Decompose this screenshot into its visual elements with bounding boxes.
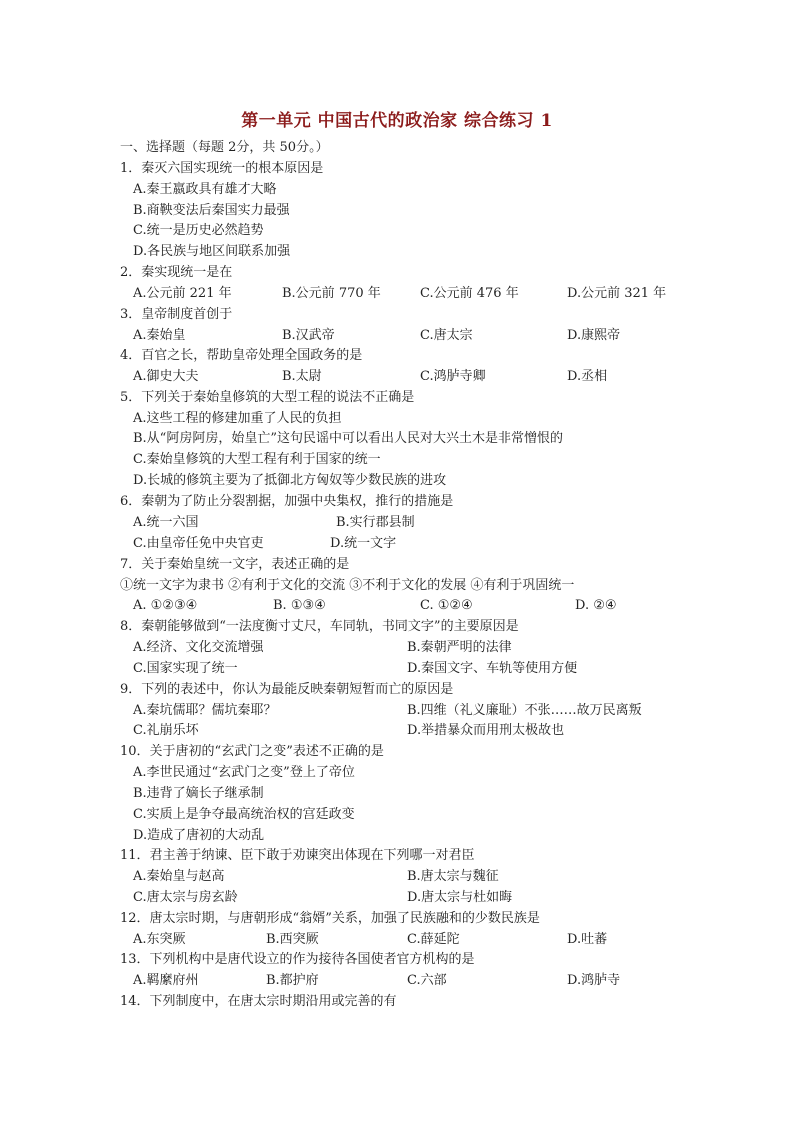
option-11d: D.唐太宗与杜如晦 (407, 890, 513, 905)
option-10c: C.实质上是争夺最高统治权的宫廷政变 (133, 807, 355, 822)
question-4: 4．百官之长，帮助皇帝处理全国政务的是 (120, 348, 363, 363)
option-5d: D.长城的修筑主要为了抵御北方匈奴等少数民族的进攻 (133, 473, 447, 488)
option-4c: C.鸿胪寺卿 (420, 369, 486, 384)
option-3c: C.唐太宗 (420, 328, 473, 343)
option-2c: C.公元前 476 年 (420, 286, 519, 301)
option-6b: B.实行郡县制 (336, 515, 415, 530)
option-4d: D.丞相 (567, 369, 608, 384)
option-11c: C.唐太宗与房玄龄 (133, 890, 238, 905)
option-8b: B.秦朝严明的法律 (407, 640, 512, 655)
option-11b: B.唐太宗与魏征 (407, 869, 499, 884)
option-12c: C.薛延陀 (407, 932, 460, 947)
option-12d: D.吐蕃 (567, 932, 608, 947)
option-8a: A.经济、文化交流增强 (133, 640, 264, 655)
question-8: 8．秦朝能够做到“一法度衡寸丈尺，车同轨，书同文字”的主要原因是 (120, 619, 519, 634)
option-2d: D.公元前 321 年 (567, 286, 667, 301)
question-11: 11．君主善于纳谏、臣下敢于劝谏突出体现在下列哪一对君臣 (120, 848, 475, 863)
option-9c: C.礼崩乐坏 (133, 723, 199, 738)
option-6a: A.统一六国 (133, 515, 199, 530)
question-7: 7．关于秦始皇统一文字，表述正确的是 (120, 557, 350, 572)
question-5: 5．下列关于秦始皇修筑的大型工程的说法不正确是 (120, 390, 415, 405)
option-12b: B.西突厥 (266, 932, 319, 947)
option-7d: D. ②④ (575, 598, 617, 613)
question-9: 9．下列的表述中，你认为最能反映秦朝短暂而亡的原因是 (120, 682, 454, 697)
question-2: 2．秦实现统一是在 (120, 265, 233, 280)
option-5b: B.从“阿房阿房，始皇亡”这句民谣中可以看出人民对大兴土木是非常憎恨的 (133, 431, 563, 446)
question-14: 14．下列制度中，在唐太宗时期沿用或完善的有 (120, 994, 397, 1009)
question-7-items: ①统一文字为隶书 ②有利于文化的交流 ③不利于文化的发展 ④有利于巩固统一 (120, 578, 575, 593)
option-3d: D.康熙帝 (567, 328, 621, 343)
option-4b: B.太尉 (282, 369, 322, 384)
question-3: 3．皇帝制度首创于 (120, 307, 233, 322)
option-13a: A.羁縻府州 (133, 973, 199, 988)
option-2b: B.公元前 770 年 (282, 286, 381, 301)
option-13b: B.都护府 (266, 973, 319, 988)
option-13d: D.鸿胪寺 (567, 973, 621, 988)
option-5c: C.秦始皇修筑的大型工程有利于国家的统一 (133, 452, 381, 467)
question-12: 12．唐太宗时期，与唐朝形成“翁婿”关系，加强了民族融和的少数民族是 (120, 911, 540, 926)
option-11a: A.秦始皇与赵高 (133, 869, 225, 884)
option-3b: B.汉武帝 (282, 328, 335, 343)
option-3a: A.秦始皇 (133, 328, 186, 343)
option-8d: D.秦国文字、车轨等使用方便 (407, 661, 578, 676)
option-5a: A.这些工程的修建加重了人民的负担 (133, 411, 342, 426)
option-1d: D.各民族与地区间联系加强 (133, 244, 291, 259)
option-10d: D.造成了唐初的大动乱 (133, 828, 265, 843)
option-9d: D.举措暴众而用刑太极故也 (407, 723, 565, 738)
option-7a: A. ①②③④ (133, 598, 198, 613)
option-6d: D.统一文字 (330, 536, 397, 551)
option-6c: C.由皇帝任免中央官吏 (133, 536, 264, 551)
question-6: 6．秦朝为了防止分裂割据，加强中央集权，推行的措施是 (120, 494, 454, 509)
option-12a: A.东突厥 (133, 932, 186, 947)
option-7c: C. ①②④ (420, 598, 473, 613)
section-heading: 一、选择题（每题 2分，共 50分。） (120, 140, 329, 155)
page-title: 第一单元 中国古代的政治家 综合练习 1 (241, 111, 553, 131)
option-13c: C.六部 (407, 973, 447, 988)
option-1b: B.商鞅变法后秦国实力最强 (133, 203, 290, 218)
question-13: 13．下列机构中是唐代设立的作为接待各国使者官方机构的是 (120, 952, 475, 967)
option-1a: A.秦王嬴政具有雄才大略 (133, 182, 277, 197)
option-10b: B.违背了嫡长子继承制 (133, 786, 264, 801)
option-7b: B. ①③④ (273, 598, 326, 613)
question-10: 10．关于唐初的“玄武门之变”表述不正确的是 (120, 744, 384, 759)
option-9b: B.四维（礼义廉耻）不张……故万民离叛 (407, 703, 642, 718)
option-1c: C.统一是历史必然趋势 (133, 223, 264, 238)
option-8c: C.国家实现了统一 (133, 661, 238, 676)
option-9a: A.秦坑儒耶？儒坑秦耶？ (133, 703, 277, 718)
option-2a: A.公元前 221 年 (133, 286, 232, 301)
option-4a: A.御史大夫 (133, 369, 199, 384)
question-1: 1．秦灭六国实现统一的根本原因是 (120, 161, 324, 176)
option-10a: A.李世民通过“玄武门之变”登上了帝位 (133, 765, 355, 780)
